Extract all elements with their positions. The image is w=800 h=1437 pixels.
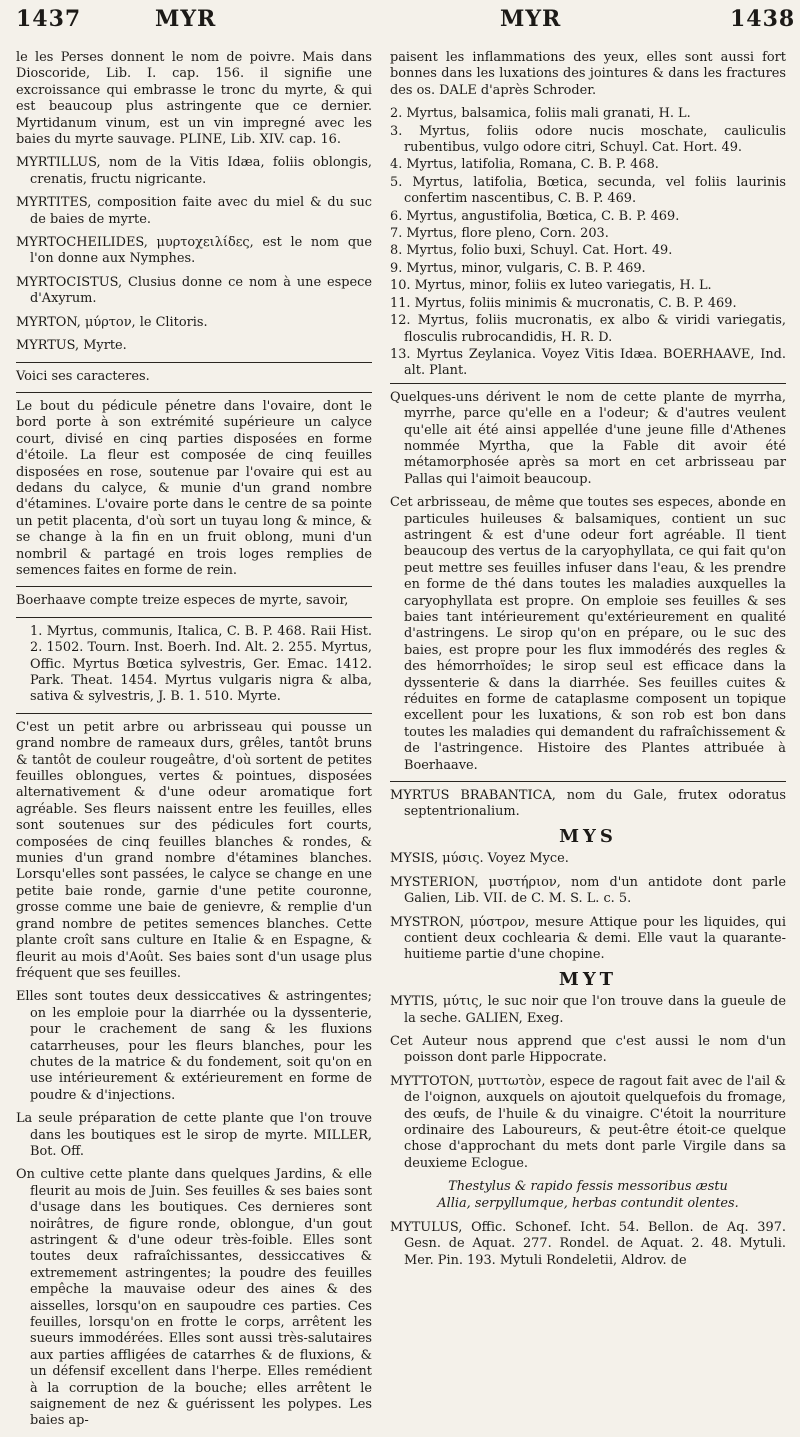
paragraph: Elles sont toutes deux dessiccatives & astringentes; on les emploie pour la diarrhée ou la dyssenterie, pour le crachement de sang & les fluxions catarrheuses, pour les fleurs blanches, pour les chutes de la matrice & du fondement, soit qu'on en use intérieurement & extérieurement en forme de poudre & d'injections. xyxy=(16,989,372,1103)
paragraph: Cet arbrisseau, de même que toutes ses especes, abonde en particules huileuses & balsamiques, contient un suc astringent & est d'une odeur fort agréable. Il tient beaucoup des vertus de la caryophyllata, ce qui fait qu'on peut mettre ses feuilles infuser dans l'eau, & les prendre en forme de thé dans toutes les maladies auxquelles la caryophyllata est propre. On emploie ses feuilles & ses baies tant intérieurement qu'extérieurement en qualité d'astringens. Le sirop qu'on en prépare, ou le suc des baies, est propre pour les flux immodérés des regles & des hémorrhoïdes; le sirop seul est efficace dans la dyssenterie & dans la diarrhée. Ses feuilles cuites & réduites en forme de cataplasme composent un topique excellent pour les luxations, & son rob est bon dans toutes les maladies qui demandent du rafraîchissement & de l'astringence. Histoire des Plantes attribuée à Boerhaave. xyxy=(390,495,786,773)
paragraph: Voici ses caracteres. xyxy=(16,368,150,384)
divider xyxy=(390,781,786,782)
paragraph: Quelques-uns dérivent le nom de cette plante de myrrha, myrrhe, parce qu'elle en a l'odeur; & d'autres veulent qu'elle ait été ainsi appellée d'une jeune fille d'Athenes nommée Myrtha, que la Fable dit avoir été métamorphosée après sa mort en cet arbrisseau par Pallas qui l'aimoit beaucoup. xyxy=(390,389,786,487)
list-item: 3. Myrtus, foliis odore nucis moschate, cauliculis rubentibus, vulgo odore citri, Schuyl. Cat. Hort. 49. xyxy=(390,123,786,156)
entry-myrtocistus: MYRTOCISTUS, Clusius donne ce nom à une espece d'Axyrum. xyxy=(16,274,372,307)
list-item: 2. Myrtus, balsamica, foliis mali granati, H. L. xyxy=(390,106,691,122)
entry-myrton: MYRTON, μύρτον, le Clitoris. xyxy=(16,314,208,330)
list-item: 6. Myrtus, angustifolia, Bœtica, C. B. P. 469. xyxy=(390,208,680,224)
section-heading: MYS xyxy=(559,825,617,847)
entry-mysterion: MYSTERION, μυστήριον, nom d'un antidote dont parle Galien, Lib. VII. de C. M. S. L. c. 5. xyxy=(390,874,786,907)
list-item: 9. Myrtus, minor, vulgaris, C. B. P. 469. xyxy=(390,260,646,276)
verse-line: Allia, serpyllumque, herbas contundit olentes. xyxy=(437,1195,739,1211)
entry-mysis: MYSIS, μύσις. Voyez Myce. xyxy=(390,851,569,867)
right-column xyxy=(390,50,786,1276)
entry-myrtus-brabantica: MYRTUS BRABANTICA, nom du Gale, frutex odoratus septentrionalium. xyxy=(390,788,786,820)
left-running-head: MYR xyxy=(155,6,217,32)
verse-line: Thestylus & rapido fessis messoribus æstu xyxy=(448,1179,728,1195)
paragraph: C'est un petit arbre ou arbrisseau qui pousse un grand nombre de rameaux durs, grêles, tantôt bruns & tantôt de couleur rougeâtre, d'où sortent de petites feuilles oblongues, vertes & pointues, disposées alternativement & d'une odeur aromatique fort agréable. Ses fleurs naissent entre les feuilles, elles sont soutenues sur des pédicules fort courts, composées de cinq feuilles blanches & rondes, & munies d'un grand nombre d'étamines blanches. Lorsqu'elles sont passées, le calyce se change en une petite baie ronde, garnie d'une petite couronne, grosse comme une baie de genievre, & remplie d'un grand nombre de petites semences blanches. Cette plante croît sans culture en Italie & en Espagne, & fleurit au mois d'Août. Ses baies sont d'un usage plus fréquent que ses feuilles. xyxy=(16,719,372,981)
paragraph: Cet Auteur nous apprend que c'est aussi le nom d'un poisson dont parle Hippocrate. xyxy=(390,1033,786,1066)
paragraph: Le bout du pédicule pénetre dans l'ovaire, dont le bord porte à son extrémité supérieure un calyce court, divisé en cinq parties disposées en forme d'étoile. La fleur est composée de cinq feuilles disposées en rose, soutenue par l'ovaire qui est au dedans du calyce, & munie d'un grand nombre d'étamines. L'ovaire porte dans le centre de sa pointe un petit placenta, d'où sort un tuyau long & mince, & se change à la fin en un fruit oblong, muni d'un nombril & partagé en trois loges remplies de semences faites en forme de rein. xyxy=(16,398,372,578)
list-item: 5. Myrtus, latifolia, Bœtica, secunda, vel foliis laurinis confertim nascentibus, C. B. P. 469. xyxy=(390,174,786,207)
list-item: 13. Myrtus Zeylanica. Voyez Vitis Idæa. BOERHAAVE, Ind. alt. Plant. xyxy=(390,346,786,379)
list-item: 4. Myrtus, latifolia, Romana, C. B. P. 468. xyxy=(390,157,659,173)
list-item: 8. Myrtus, folio buxi, Schuyl. Cat. Hort. 49. xyxy=(390,243,673,259)
paragraph: paisent les inflammations des yeux, elles sont aussi fort bonnes dans les luxations des jointures & dans les fractures des os. DALE d'après Schroder. xyxy=(390,50,786,98)
entry-myrtus: MYRTUS, Myrte. xyxy=(16,338,127,354)
divider xyxy=(390,383,786,384)
paragraph: Boerhaave compte treize especes de myrte, savoir, xyxy=(16,593,349,609)
numbered-item: 1. Myrtus, communis, Italica, C. B. P. 468. Raii Hist. 2. 1502. Tourn. Inst. Boerh. Ind. Alt. 2. 255. Myrtus, Offic. Myrtus Bœtica sylvestris, Ger. Emac. 1412. Park. Theat. 1454. Myrtus vulgaris nigra & alba, sativa & sylvestris, J. B. 1. 510. Myrte. xyxy=(30,623,372,705)
divider xyxy=(16,392,372,393)
right-running-head: MYR xyxy=(500,6,562,32)
divider xyxy=(16,586,372,587)
entry-mytis: MYTIS, μύτις, le suc noir que l'on trouve dans la gueule de la seche. GALIEN, Exeg. xyxy=(390,994,786,1026)
right-page-number: 1438 xyxy=(730,6,796,32)
paragraph: On cultive cette plante dans quelques Jardins, & elle fleurit au mois de Juin. Ses feuilles & ses baies sont d'usage dans les boutiques. Ces dernieres sont noirâtres, de figure ronde, oblongue, d'un gout astringent & d'une odeur très-foible. Elles sont toutes deux rafraîchissantes, dessiccatives & extremement astringentes; la poudre des feuilles empêche la mauvaise odeur des aines & des aisselles, lorsqu'on en saupoudre ces parties. Ces feuilles, lorsqu'on en frotte le corps, arrêtent les sueurs immodérées. Elles sont aussi très-salutaires aux parties affligées de catarrhes & de fluxions, & un défensif excellent dans l'herpe. Elles remédient à la corruption de la bouche; elles arrêtent le saignement de nez & guérissent les polypes. Les baies ap- xyxy=(16,1167,372,1429)
entry-mystron: MYSTRON, μύστρον, mesure Attique pour les liquides, qui contient deux cochlearia & demi. Elle vaut la quarante-huitieme partie d'une chopine. xyxy=(390,914,786,963)
entry-myrtillus: MYRTILLUS, nom de la Vitis Idæa, foliis oblongis, crenatis, fructu nigricante. xyxy=(16,155,372,187)
divider xyxy=(16,713,372,714)
paragraph: le les Perses donnent le nom de poivre. Mais dans Dioscoride, Lib. I. cap. 156. il signifie une excroissance qui embrasse le tronc du myrte, & qui est beaucoup plus astringente que ce dernier. Myrtidanum vinum, est un vin impregné avec les baies du myrte sauvage. PLINE, Lib. XIV. cap. 16. xyxy=(16,50,372,148)
list-item: 12. Myrtus, foliis mucronatis, ex albo & viridi variegatis, flosculis rubrocandidis, H. R. D. xyxy=(390,313,786,345)
list-item: 11. Myrtus, foliis minimis & mucronatis, C. B. P. 469. xyxy=(390,295,737,311)
entry-myttoton: MYTTOTON, μυττωτὸν, espece de ragout fait avec de l'ail & de l'oignon, auxquels on ajoutoit quelquefois du fromage, des œufs, de l'huile & du vinaigre. C'étoit la nourriture ordinaire des Laboureurs, & peut-être étoit-ce quelque chose d'approchant du mets dont parle Virgile dans sa deuxieme Eclogue. xyxy=(390,1073,786,1171)
section-heading: MYT xyxy=(558,968,618,990)
left-column xyxy=(16,50,372,1437)
divider xyxy=(16,617,372,618)
species-list xyxy=(390,106,786,380)
divider xyxy=(16,362,372,363)
entry-myrtites: MYRTITES, composition faite avec du miel & du suc de baies de myrte. xyxy=(16,195,372,227)
paragraph: La seule préparation de cette plante que l'on trouve dans les boutiques est le sirop de myrte. MILLER, Bot. Off. xyxy=(16,1111,372,1159)
entry-myrtocheilides: MYRTOCHEILIDES, μυρτοχειλίδες, est le nom que l'on donne aux Nymphes. xyxy=(16,235,372,267)
quotation xyxy=(390,1179,786,1212)
left-page-number: 1437 xyxy=(16,6,82,32)
list-item: 10. Myrtus, minor, foliis ex luteo variegatis, H. L. xyxy=(390,278,712,294)
list-item: 7. Myrtus, flore pleno, Corn. 203. xyxy=(390,226,609,242)
entry-mytulus: MYTULUS, Offic. Schonef. Icht. 54. Bellon. de Aq. 397. Gesn. de Aquat. 277. Rondel. de Aquat. 2. 48. Mytuli. Mer. Pin. 193. Mytuli Rondeletii, Aldrov. de xyxy=(390,1220,786,1268)
